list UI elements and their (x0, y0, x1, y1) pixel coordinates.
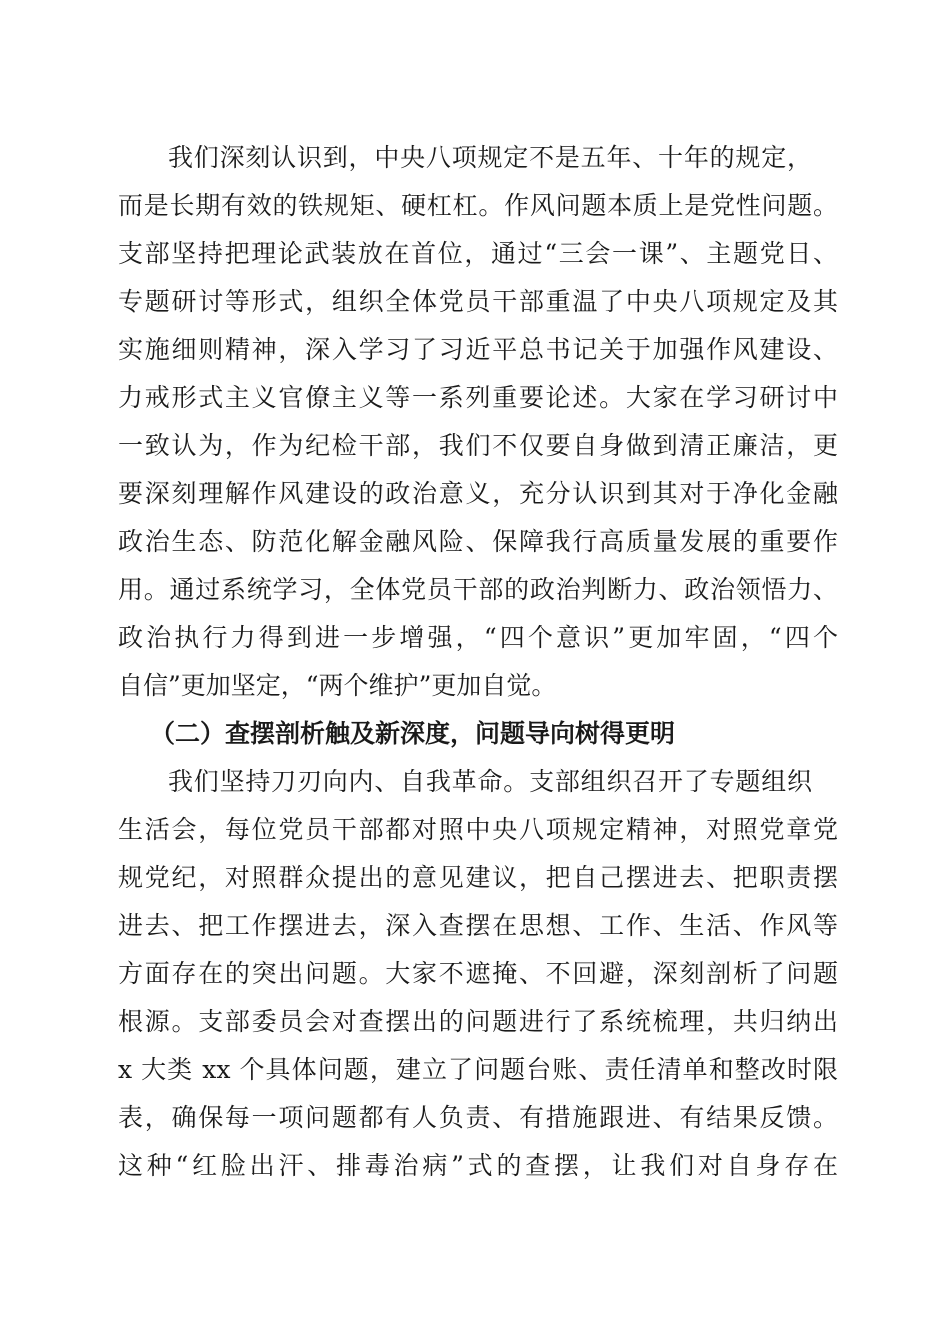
paragraph-line: 生活会，每位党员干部都对照中央八项规定精神，对照党章党 (118, 815, 838, 844)
paragraph-line: 一致认为，作为纪检干部，我们不仅要自身做到清正廉洁，更 (118, 431, 838, 460)
paragraph-line: 我们坚持刀刃向内、自我革命。支部组织召开了专题组织 (168, 767, 812, 796)
paragraph-line: 表，确保每一项问题都有人负责、有措施跟进、有结果反馈。 (118, 1103, 838, 1132)
section-heading: （二）查摆剖析触及新深度，问题导向树得更明 (150, 719, 676, 748)
paragraph-line: 进去、把工作摆进去，深入查摆在思想、工作、生活、作风等 (118, 911, 838, 940)
paragraph-line: 方面存在的突出问题。大家不遮掩、不回避，深刻剖析了问题 (118, 959, 838, 988)
paragraph-line: 用。通过系统学习，全体党员干部的政治判断力、政治领悟力、 (118, 575, 838, 604)
paragraph-line: 支部坚持把理论武装放在首位，通过“三会一课”、主题党日、 (118, 239, 838, 268)
paragraph-line: 而是长期有效的铁规矩、硬杠杠。作风问题本质上是党性问题。 (118, 191, 838, 220)
paragraph-line: 政治执行力得到进一步增强，“四个意识”更加牢固，“四个 (118, 623, 838, 652)
paragraph-line: 规党纪，对照群众提出的意见建议，把自己摆进去、把职责摆 (118, 863, 838, 892)
paragraph-line: 实施细则精神，深入学习了习近平总书记关于加强作风建设、 (118, 335, 838, 364)
paragraph-line: 力戒形式主义官僚主义等一系列重要论述。大家在学习研讨中 (118, 383, 838, 412)
paragraph-line: 自信”更加坚定，“两个维护”更加自觉。 (118, 671, 557, 700)
paragraph-line: 这种“红脸出汗、排毒治病”式的查摆，让我们对自身存在 (118, 1151, 838, 1180)
paragraph-line: 政治生态、防范化解金融风险、保障我行高质量发展的重要作 (118, 527, 838, 556)
paragraph-line: 专题研讨等形式，组织全体党员干部重温了中央八项规定及其 (118, 287, 838, 316)
paragraph-line: 根源。支部委员会对查摆出的问题进行了系统梳理，共归纳出 (118, 1007, 838, 1036)
paragraph-line: 要深刻理解作风建设的政治意义，充分认识到其对于净化金融 (118, 479, 838, 508)
paragraph-line: 我们深刻认识到，中央八项规定不是五年、十年的规定， (168, 143, 812, 172)
paragraph-line: x 大类 xx 个具体问题，建立了问题台账、责任清单和整改时限 (118, 1055, 838, 1084)
